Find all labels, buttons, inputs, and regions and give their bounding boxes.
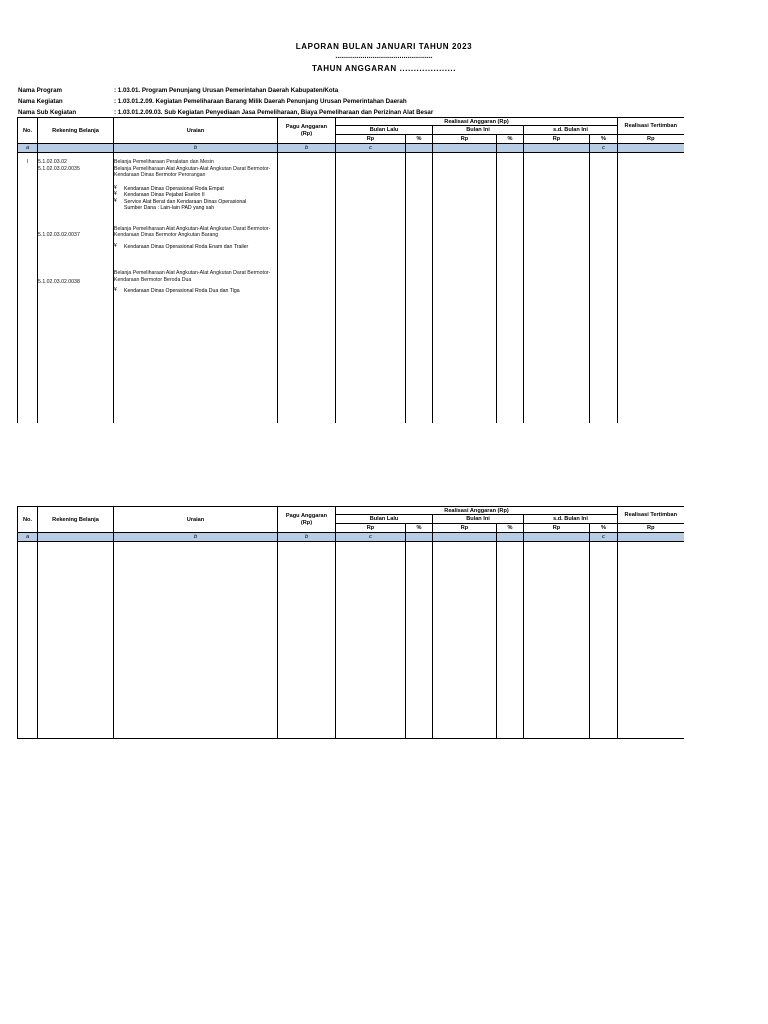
desc-line: Belanja Pemeliharaan Alat Angkutan-Alat Angkutan Darat Bermotor-Kendaraan Bermotor Beroda Dua xyxy=(114,270,271,283)
header-tertimbang: Realisasi Tertimban xyxy=(618,118,684,135)
letter-b: b xyxy=(114,144,278,153)
report-table-2 xyxy=(17,506,684,739)
report-table-1 xyxy=(17,117,684,423)
report-title: LAPORAN BULAN JANUARI TAHUN 2023 xyxy=(295,42,473,51)
report-dots-line: .................................................. xyxy=(335,53,433,60)
header-pagu xyxy=(278,118,336,144)
header-rp: Rp xyxy=(336,524,406,533)
subkegiatan-value: : 1.03.01.2.09.03. Sub Kegiatan Penyediaan Jasa Pemeliharaan, Biaya Pemeliharaan dan Perizinan Alat Besar xyxy=(114,109,434,116)
item-sub-line: Sumber Dana : Lain-lain PAD yang sah xyxy=(124,205,215,211)
item-line: ¥ Kendaraan Dinas Operasional Roda Dua dan Tiga xyxy=(114,287,240,294)
header-no: No. xyxy=(18,507,38,533)
program-label: Nama Program xyxy=(18,87,63,94)
program-value: : 1.03.01. Program Penunjang Urusan Pemerintahan Daerah Kabupaten/Kota xyxy=(114,87,339,94)
item-line: ¥ Kendaraan Dinas Pejabat Eselon II xyxy=(114,191,205,198)
header-pagu-line2: (Rp) xyxy=(300,130,313,137)
header-rp: Rp xyxy=(433,135,497,144)
header-rp: Rp xyxy=(336,135,406,144)
code-line: 5.1.02.03.02.0037 xyxy=(38,232,80,238)
kegiatan-value: : 1.03.01.2.09. Kegiatan Pemeliharaan Barang Milik Daerah Penunjang Urusan Pemerintahan Daerah xyxy=(114,98,407,105)
desc-line: Belanja Pemeliharaan Alat Angkutan-Alat Angkutan Darat Bermotor-Kendaraan Dinas Bermotor Perorangan xyxy=(114,165,271,178)
letter-b: b xyxy=(278,144,336,153)
header-no: No. xyxy=(18,118,38,144)
letter-b: b xyxy=(114,533,278,542)
bullet-mark: ¥ xyxy=(114,191,117,197)
header-uraian: Uraian xyxy=(114,118,278,144)
header-realisasi: Realisasi Anggaran (Rp) xyxy=(336,507,618,515)
code-line: 5.1.02.03.02.0038 xyxy=(38,278,80,285)
code-line: 5.1.02.03.02 xyxy=(38,159,67,165)
header-uraian: Uraian xyxy=(114,507,278,533)
header-sd-bulan-ini: s.d. Bulan Ini xyxy=(524,515,618,524)
header-pct: % xyxy=(590,135,618,144)
desc-line: Belanja Pemeliharaan Peralatan dan Mesin xyxy=(114,159,214,165)
letter-a: a xyxy=(18,533,38,542)
empty-body-row xyxy=(18,542,684,739)
header-pct: % xyxy=(406,135,433,144)
header-rp: Rp xyxy=(524,524,590,533)
item-line: ¥ Kendaraan Dinas Operasional Roda Enam dan Trailer xyxy=(114,242,249,250)
header-rp: Rp xyxy=(433,524,497,533)
letter-c: c xyxy=(590,533,618,542)
bullet-mark: ¥ xyxy=(114,287,117,293)
header-bulan-ini: Bulan Ini xyxy=(433,515,524,524)
header-realisasi: Realisasi Anggaran (Rp) xyxy=(336,118,618,126)
kegiatan-row xyxy=(18,98,407,105)
bullet-mark: ¥ xyxy=(114,184,117,191)
letter-c: c xyxy=(590,144,618,153)
header-rekening: Rekening Belanja xyxy=(38,507,114,533)
letter-a: a xyxy=(18,144,38,153)
bullet-mark: ¥ xyxy=(114,242,117,249)
header-pagu-line1: Pagu Anggaran xyxy=(285,512,328,519)
header-rp: Rp xyxy=(618,135,684,144)
header-rp: Rp xyxy=(524,135,590,144)
entry-no: I xyxy=(26,159,29,165)
uraian-cell xyxy=(114,153,278,424)
header-pagu xyxy=(278,507,336,533)
header-bulan-ini: Bulan Ini xyxy=(433,126,524,135)
header-rekening: Rekening Belanja xyxy=(38,118,114,144)
rekening-cell xyxy=(38,153,114,424)
desc-line: Belanja Pemeliharaan Alat Angkutan-Alat Angkutan Darat Bermotor-Kendaraan Dinas Bermotor Angkutan Barang xyxy=(114,225,271,238)
header-pagu-line1: Pagu Anggaran xyxy=(285,123,328,130)
header-bulan-lalu: Bulan Lalu xyxy=(336,126,433,135)
header-pct: % xyxy=(497,135,524,144)
letter-b: b xyxy=(278,533,336,542)
letter-c: c xyxy=(336,533,406,542)
item-line: ¥ Service Alat Berat dan Kendaraan Dinas Operasional xyxy=(114,197,247,205)
row-no-cell xyxy=(18,153,38,424)
header-pct: % xyxy=(406,524,433,533)
header-rp: Rp xyxy=(618,524,684,533)
header-pct: % xyxy=(590,524,618,533)
kegiatan-label: Nama Kegiatan xyxy=(18,98,63,105)
header-pagu-line2: (Rp) xyxy=(300,519,313,526)
header-sd-bulan-ini: s.d. Bulan Ini xyxy=(524,126,618,135)
letter-c: c xyxy=(336,144,406,153)
subkegiatan-label: Nama Sub Kegiatan xyxy=(18,109,77,116)
item-line: ¥ Kendaraan Dinas Operasional Roda Empat xyxy=(114,184,224,192)
code-line: 5.1.02.03.02.0035 xyxy=(38,165,80,172)
subkegiatan-row xyxy=(18,109,433,116)
program-row xyxy=(18,87,338,94)
header-bulan-lalu: Bulan Lalu xyxy=(336,515,433,524)
header-pct: % xyxy=(497,524,524,533)
bullet-mark: ¥ xyxy=(114,197,117,204)
report-subtitle: TAHUN ANGGARAN .................... xyxy=(311,64,457,73)
header-tertimbang: Realisasi Tertimban xyxy=(618,507,684,524)
